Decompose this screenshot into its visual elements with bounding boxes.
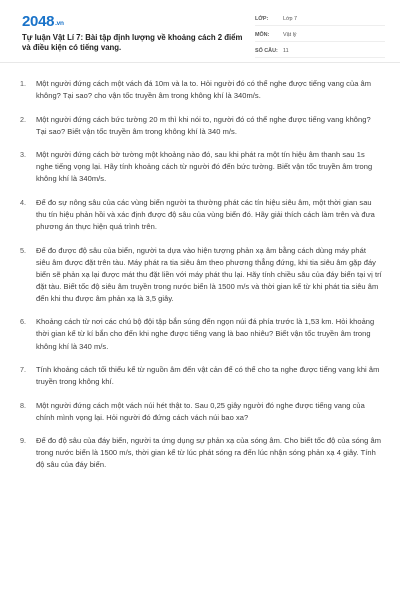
question-number: 1. [20,79,26,88]
question-item [20,316,382,352]
question-text: Để đo được độ sâu của biển, người ta dựa vào hiện tượng phản xạ âm bằng cách dùng máy phát siêu âm được đặt trên tàu. Máy phát ra tia siêu âm theo phương thẳng đứng, khi tia siêu âm gặp đáy biển sẽ phản xạ lại được mát thu đặt liền với máy phát thu lại. Hãy tính chiều sâu của đáy biển tại vị trí đặt tàu. Biết tốc độ siêu âm truyền trong nước biển là 1500 m/s và thời gian kể từ khi phát tia siêu âm đến khi thu được âm phản xạ là 3,5 giây. [36,245,382,303]
question-item [20,435,382,471]
question-item [20,364,382,388]
question-number: 4. [20,197,26,207]
question-text: Một người đứng cách một vách đá 10m và la to. Hỏi người đó có thể nghe được tiếng vang của âm không? Tại sao? cho vận tốc truyền âm trong không khí là 340m/s. [36,79,372,101]
question-number: 8. [20,400,26,410]
worksheet-header [0,0,400,63]
meta-row-class [255,12,385,26]
question-number: 5. [20,245,26,255]
question-text: Một người đứng cách bờ tường một khoảng nào đó, sau khi phát ra một tín hiệu âm thanh sau 1s nghe tiếng vọng lại. Hãy tính khoảng cách từ người đó đến bức tường. Biết vận tốc truyền âm trong không khí là 340m/s. [36,150,373,184]
question-list [20,78,382,483]
question-text: Tính khoảng cách tối thiểu kể từ nguồn âm đến vật cản để có thể cho ta nghe được tiếng vang khi âm truyền trong không khí. [36,365,380,387]
question-text: Để đo sự nông sâu của các vùng biển người ta thường phát các tín hiệu siêu âm, một thời gian sau thu tín hiệu phản hồi và xác định được độ sâu của vùng biển đó. Hãy giải thích cách làm trên và đưa phương án thực hiện quá trình trên. [36,197,375,232]
question-text: Khoảng cách từ nơi các chú bộ đội tập bắn súng đến ngọn núi đá phía trước là 1,53 km. Hỏi khoảng thời gian kể từ kí bắn cho đến khi nghe được tiếng vang là bao nhiêu? Biết vận tốc truyền âm trong không khí là 340 m/s. [36,317,375,351]
question-item [20,245,382,305]
site-logo[interactable] [22,13,64,30]
question-number: 7. [20,365,26,375]
question-item [20,149,382,185]
meta-label: SỐ CÂU: [255,47,278,54]
worksheet-title: Tự luận Vật Lí 7: Bài tập định lượng về khoảng cách 2 điểm và điều kiện có tiếng vang. [22,33,243,52]
meta-label: MÔN: [255,31,270,38]
worksheet-meta [255,12,385,60]
meta-value: Vật lý [283,31,297,38]
question-text: Để đo độ sâu của đáy biển, người ta ứng dụng sự phản xạ của sóng âm. Cho biết tốc độ của sóng âm trong nước biển là 1500 m/s, thời gian kể từ lúc phát sóng ra đến lúc nhận sóng phản xạ 4 giây. Tính độ sâu của đáy biển. [36,436,381,470]
meta-value: Lớp 7 [283,15,298,22]
meta-label: LỚP: [255,15,269,22]
question-item [20,114,382,138]
meta-row-count [255,44,385,58]
question-number: 6. [20,317,26,327]
meta-value: 11 [283,47,289,54]
question-number: 9. [20,436,26,446]
question-number: 2. [20,114,26,124]
question-text: Một người đứng cách bức tường 20 m thì khi nói to, người đó có thể nghe được tiếng vang không? Tại sao? Biết vận tốc truyền âm trong không khí là 340 m/s. [36,114,371,136]
logo-main: 2048 [22,13,55,30]
question-text: Một người đứng cách một vách núi hét thật to. Sau 0,25 giây người đó nghe được tiếng vang của chính mình vọng lại. Hỏi người đó đứng cách vách núi bao xa? [36,400,365,422]
question-item [20,400,382,424]
meta-row-subject [255,28,385,42]
question-item [20,78,382,102]
question-item [20,197,382,233]
logo-suffix: .vn [55,20,64,27]
question-number: 3. [20,150,26,160]
